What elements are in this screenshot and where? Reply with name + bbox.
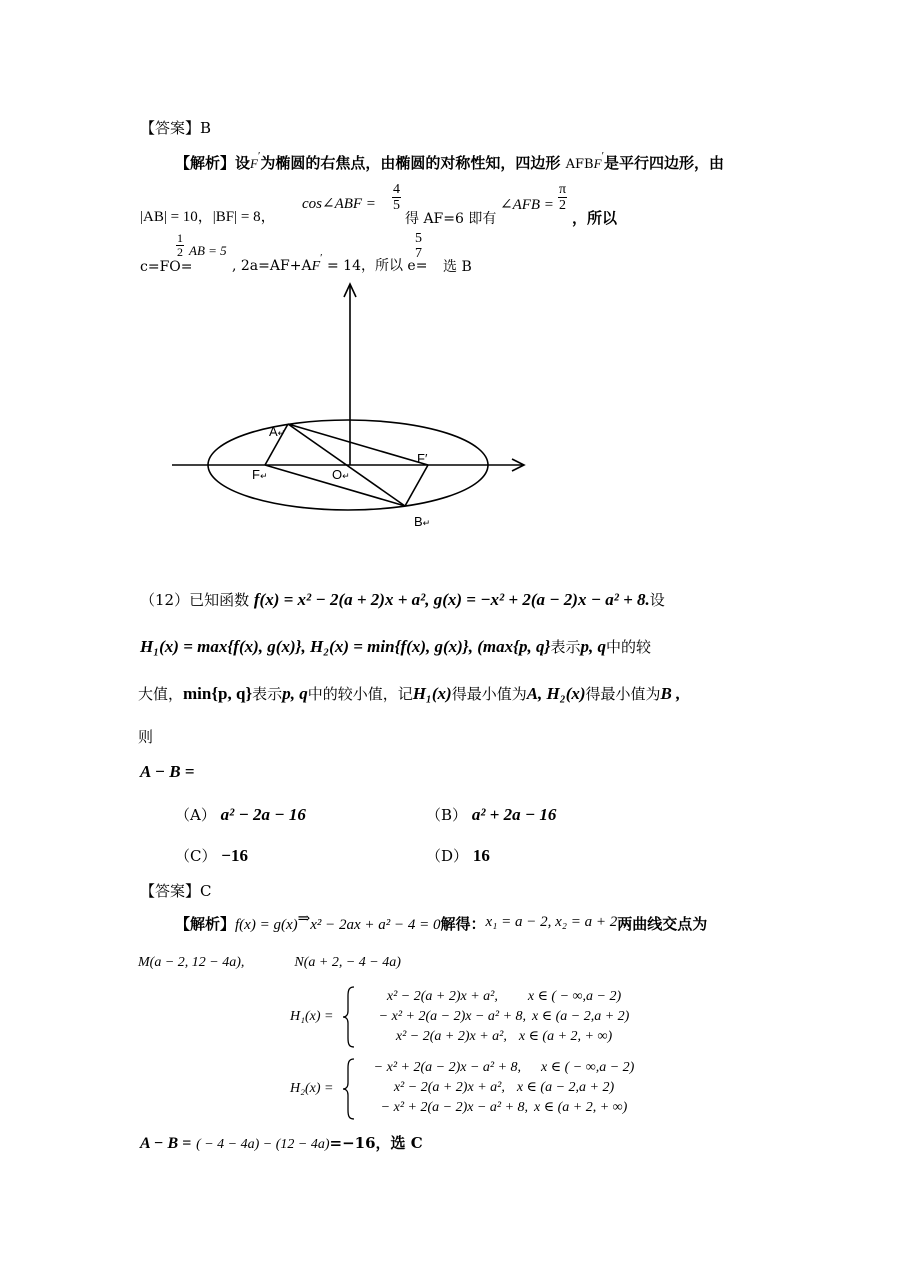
h1-case-3	[358, 1027, 650, 1047]
function-definitions: f(x) = x² − 2(a + 2)x + a², g(x) = −x² + 2(a − 2)x − a² + 8.	[253, 590, 650, 609]
fraction-numerator: 5	[415, 231, 422, 246]
answer-label: 【答案】	[140, 119, 201, 137]
math-pq: p, q	[282, 684, 308, 703]
q12-line-3	[138, 683, 680, 705]
case-expression: x² − 2(a + 2)x + a²,	[386, 989, 498, 1004]
q12-line-2	[140, 636, 651, 658]
case-expression: − x² + 2(a − 2)x − a² + 8,	[373, 1060, 522, 1075]
math-min-pq: min{p, q}	[183, 684, 253, 703]
q11-answer-line	[140, 118, 211, 138]
label-text: F	[252, 467, 260, 482]
text: 得最小值为	[451, 685, 527, 703]
fraction-numerator: 1	[177, 231, 183, 245]
text: 解得：	[440, 915, 486, 933]
point-label-f	[252, 468, 268, 483]
q12-answer-line	[140, 881, 212, 901]
fraction-angle	[558, 182, 567, 213]
text: 中的较小值，记	[307, 685, 413, 703]
fraction-denominator: 5	[393, 198, 400, 213]
h2-cases	[358, 1058, 650, 1118]
answer-value: B	[200, 119, 212, 137]
q11-analysis-line-1	[175, 150, 724, 175]
return-mark-icon: ↵	[259, 471, 268, 481]
result-text: =−16，选 C	[329, 1134, 423, 1152]
prime-mark: ′	[601, 150, 604, 162]
math-roots: x₁ = a − 2, x₂ = a + 2	[485, 914, 618, 930]
option-value: 16	[472, 846, 490, 865]
segment-af-prime	[288, 424, 428, 465]
fraction-cos	[392, 182, 401, 213]
af-text: 得 AF=6 即有	[405, 211, 497, 227]
prime-mark: ′	[257, 150, 261, 162]
math-b: B ,	[660, 684, 681, 703]
point-label-a	[269, 425, 285, 440]
case-expression: x² − 2(a + 2)x + a²,	[393, 1080, 505, 1095]
case-domain: x ∈ (a − 2,a + 2)	[532, 1009, 630, 1024]
text: 表示	[550, 638, 581, 656]
case-domain: x ∈ (a − 2,a + 2)	[516, 1080, 615, 1095]
math-pq: p, q	[580, 637, 606, 656]
option-d	[426, 845, 490, 867]
case-expression: x² − 2(a + 2)x + a²,	[395, 1029, 507, 1044]
text: 两曲线交点为	[617, 915, 708, 933]
symbol-f: F	[311, 259, 321, 274]
option-label: （D）	[426, 847, 469, 865]
fraction-numerator: π	[559, 182, 567, 197]
intersection-points	[138, 953, 401, 973]
q12-line-1	[140, 589, 665, 611]
h1-case-2	[358, 1007, 650, 1027]
answer-label: 【答案】	[140, 882, 201, 900]
final-result-line	[140, 1133, 423, 1155]
focus-f-prime	[311, 252, 323, 274]
focus-f-prime	[593, 150, 604, 171]
point-n: N(a + 2, − 4 − 4a)	[294, 955, 401, 970]
text: 设	[235, 154, 251, 172]
case-expression: − x² + 2(a − 2)x − a² + 8,	[378, 1009, 527, 1024]
math-a-minus-b: A − B =	[140, 1135, 192, 1152]
option-value: a² − 2a − 16	[220, 805, 306, 824]
h2-case-3	[358, 1098, 650, 1118]
h1-brace	[342, 986, 356, 1048]
h2-case-1	[358, 1058, 650, 1078]
option-a	[175, 804, 306, 826]
point-m: M(a − 2, 12 − 4a),	[138, 955, 245, 970]
analysis-label: 【解析】	[175, 154, 236, 172]
fraction-numerator: 4	[393, 182, 400, 197]
so-text: ，所以	[572, 209, 618, 227]
text: 是平行四边形，由	[603, 154, 724, 172]
case-expression: − x² + 2(a − 2)x − a² + 8,	[380, 1100, 529, 1115]
segment-bf-prime	[405, 465, 428, 506]
fraction-half	[176, 232, 184, 259]
question-number-intro: （12）已知函数	[140, 591, 250, 609]
quad-label: AFB	[565, 157, 594, 172]
label-text: O	[332, 467, 343, 482]
text: , 2a=AF+A	[232, 258, 312, 274]
option-label: （C）	[175, 847, 217, 865]
h1-lhs: H₁(x) =	[290, 1009, 334, 1024]
option-c	[175, 845, 248, 867]
ellipse-diagram	[160, 275, 540, 535]
q12-analysis-line	[175, 909, 708, 935]
option-value: a² + 2a − 16	[471, 805, 557, 824]
h-definitions: H₁(x) = max{f(x), g(x)}, H₂(x) = min{f(x), g(x)}, (max{p, q}	[140, 637, 551, 656]
symbol-f: F	[250, 156, 258, 171]
text: 设	[649, 591, 665, 609]
text: 表示	[252, 685, 283, 703]
label-text: B	[414, 514, 423, 529]
option-value: −16	[221, 846, 248, 865]
fraction-denominator: 2	[559, 198, 567, 213]
text: = 14，所以 e=	[322, 258, 428, 274]
choose-b: 选 B	[443, 259, 472, 275]
symbol-f: F	[593, 156, 602, 171]
cos-expression: cos∠ABF =	[302, 196, 376, 212]
math-h1: H₁(x)	[412, 684, 452, 703]
text: 大值，	[138, 685, 184, 703]
ab-bf-values: |AB| = 10，|BF| = 8，	[140, 209, 276, 225]
return-mark-icon: ↵	[342, 471, 350, 481]
text: 中的较	[605, 638, 651, 656]
two-a-expression	[232, 252, 428, 277]
h2-lhs: H₂(x) =	[290, 1081, 334, 1096]
c-equals-fo: c=FO=	[140, 259, 193, 275]
fraction-denominator: 2	[177, 245, 183, 259]
math-a-h2: A, H₂(x)	[526, 684, 586, 703]
math-quadratic: x² − 2ax + a² − 4 = 0	[310, 917, 441, 933]
math-difference: ( − 4 − 4a) − (12 − 4a)	[196, 1137, 330, 1152]
return-mark-icon: ↵	[422, 518, 431, 528]
implies-arrow: ⇒	[297, 909, 311, 927]
point-label-b	[414, 515, 430, 530]
math-f-equals-g: f(x) = g(x)	[235, 917, 298, 933]
point-label-o	[332, 468, 350, 483]
text: 为椭圆的右焦点，由椭圆的对称性知，四边形	[260, 154, 561, 172]
ab-equals-5: AB = 5	[189, 243, 227, 258]
case-domain: x ∈ ( − ∞,a − 2)	[527, 989, 622, 1004]
angle-expression: ∠AFB =	[500, 197, 554, 213]
h2-case-2	[358, 1078, 650, 1098]
label-text: A	[269, 424, 278, 439]
return-mark-icon: ↵	[277, 428, 286, 438]
h1-cases	[358, 987, 650, 1047]
q12-a-minus-b: A − B =	[140, 762, 195, 781]
h2-brace	[342, 1058, 356, 1120]
q12-then: 则	[138, 728, 154, 746]
answer-value: C	[200, 882, 212, 900]
h1-case-1	[358, 987, 650, 1007]
case-domain: x ∈ ( − ∞,a − 2)	[541, 1060, 635, 1075]
fraction-denominator: 7	[415, 246, 422, 261]
text: 得最小值为	[585, 685, 661, 703]
prime-mark: ′	[320, 252, 323, 264]
option-label: （B）	[426, 806, 468, 824]
point-label-f-prime: F′	[417, 451, 428, 466]
option-label: （A）	[175, 806, 216, 824]
fraction-eccentricity	[414, 231, 423, 261]
focus-f-prime	[250, 150, 261, 171]
option-b	[426, 804, 556, 826]
case-domain: x ∈ (a + 2, + ∞)	[518, 1029, 613, 1044]
analysis-label: 【解析】	[175, 915, 236, 933]
case-domain: x ∈ (a + 2, + ∞)	[534, 1100, 628, 1115]
